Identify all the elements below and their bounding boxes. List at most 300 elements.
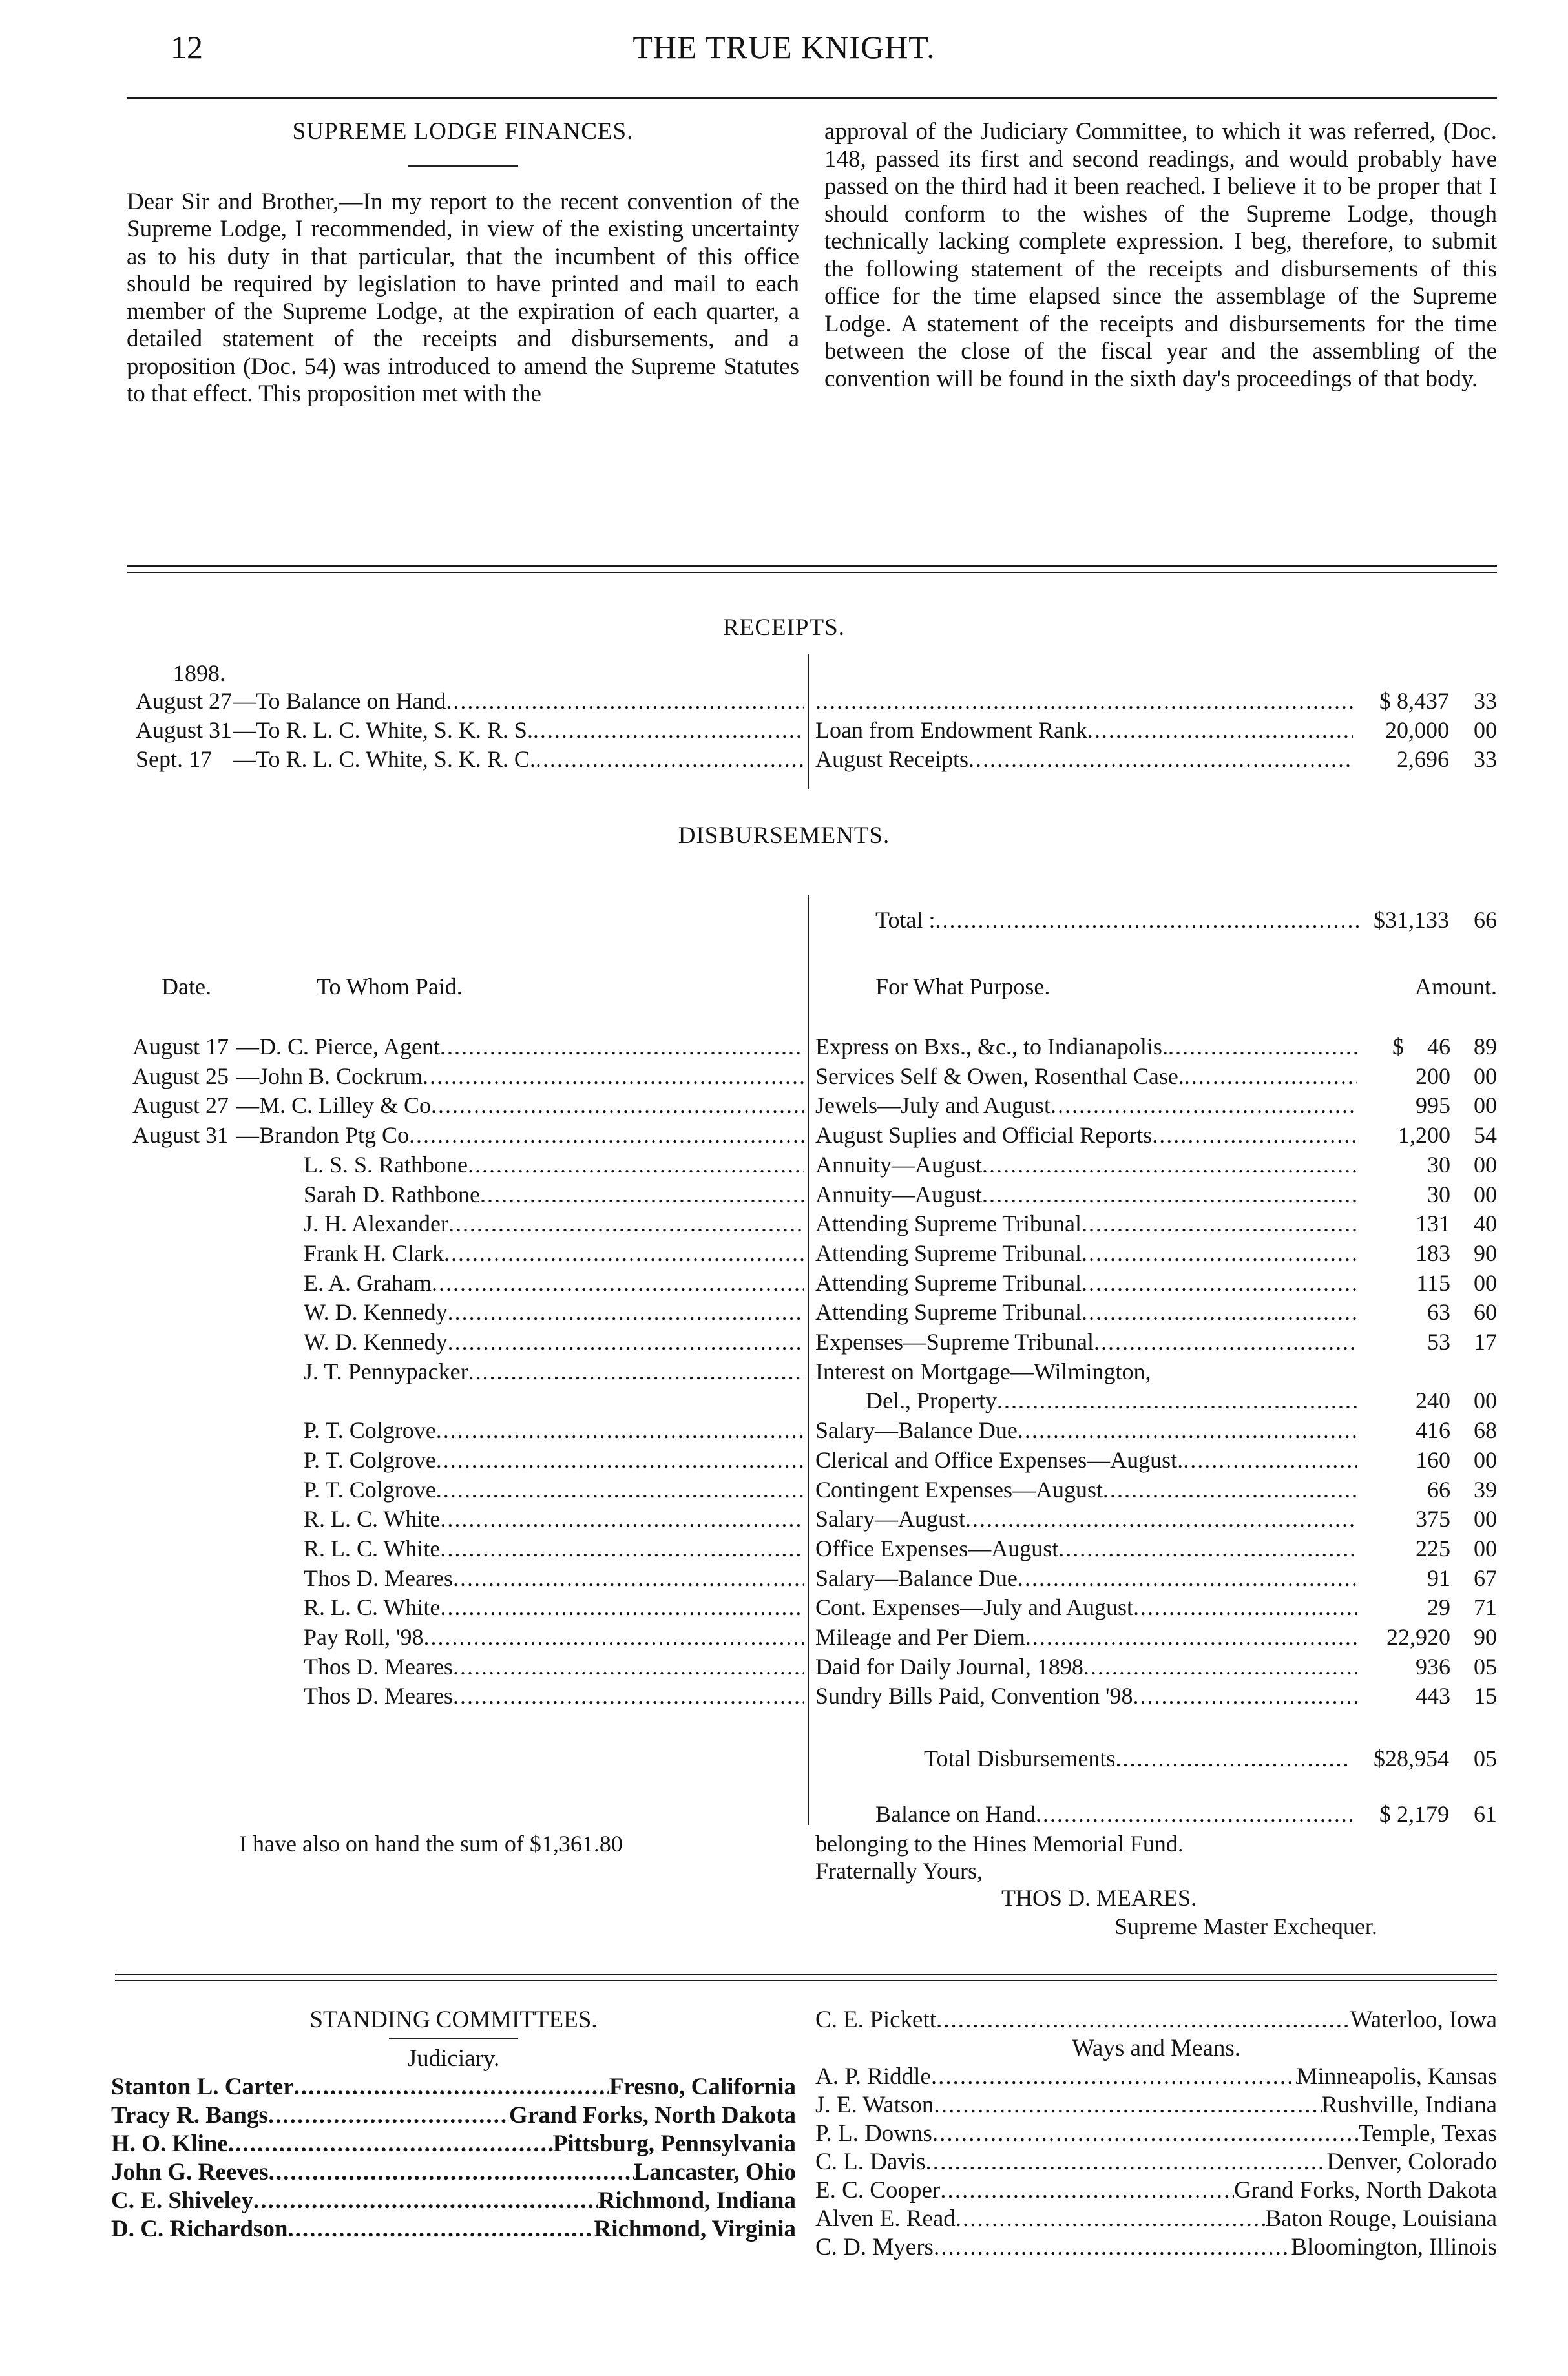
disbursement-payee-cell (304, 1328, 804, 1357)
receipt-source-cell (815, 687, 1353, 716)
ways-heading: Ways and Means. (1071, 2035, 1241, 2061)
disbursement-cents: 89 (1474, 1034, 1497, 1059)
disbursement-cents: 90 (1474, 1240, 1497, 1266)
leader-dots (965, 1505, 1357, 1534)
disbursement-cents: 00 (1474, 1092, 1497, 1119)
disbursement-row (0, 1269, 1568, 1298)
disbursement-purpose-cell (815, 1505, 1357, 1534)
disbursement-payee: W. D. Kennedy (304, 1299, 448, 1326)
receipt-row (0, 687, 1568, 716)
leader-dots (424, 1623, 804, 1652)
member-name: Stanton L. Carter (111, 2074, 294, 2100)
disbursement-payee: J. H. Alexander (304, 1211, 448, 1237)
signer-name: THOS D. MEARES. (1001, 1885, 1197, 1911)
disbursement-purpose-cell (815, 1475, 1357, 1505)
receipts-year: 1898. (173, 660, 225, 686)
member-name: P. L. Downs (815, 2120, 932, 2147)
disbursement-payee-cell (304, 1682, 804, 1711)
balance-label: Balance on Hand (875, 1801, 1036, 1827)
disbursement-purpose-cell (815, 1416, 1357, 1445)
disbursement-date: August 27 (132, 1092, 229, 1119)
disbursement-purpose: Office Expenses—August (815, 1535, 1059, 1561)
member-place: Rushville, Indiana (1321, 2092, 1497, 2118)
disbursement-dollars: 53 (1427, 1329, 1450, 1355)
disbursement-purpose: Clerical and Office Expenses—August. (815, 1446, 1184, 1473)
disbursement-cents: 00 (1474, 1506, 1497, 1532)
disbursement-payee: Pay Roll, '98 (304, 1624, 424, 1650)
leader-dots (268, 2101, 509, 2130)
disbursement-dollars: 29 (1427, 1594, 1450, 1621)
leader-dots (432, 1269, 804, 1298)
disbursement-payee: —M. C. Lilley & Co (236, 1092, 432, 1119)
disbursement-payee-cell (236, 1062, 804, 1091)
leader-dots (982, 1151, 1357, 1180)
member-name: H. O. Kline (111, 2131, 228, 2157)
total-disbursements-row (924, 1744, 1497, 1773)
disbursement-cents: 00 (1474, 1181, 1497, 1207)
disbursement-purpose-cell (815, 1593, 1357, 1622)
leader-dots (815, 687, 1353, 716)
disbursements-title: DISBURSEMENTS. (678, 822, 890, 849)
receipt-to: —To Balance on Hand (233, 688, 446, 714)
committee-member (815, 2120, 1497, 2148)
header-rule (127, 97, 1497, 99)
receipt-cents: 33 (1474, 688, 1497, 714)
leader-dots (934, 2233, 1291, 2262)
leader-dots (936, 2006, 1350, 2034)
receipt-source-cell (815, 716, 1353, 745)
member-place: Pittsburg, Pennsylvania (552, 2131, 796, 2157)
disbursement-row (0, 1151, 1568, 1180)
disbursement-payee-cell (304, 1446, 804, 1475)
receipt-dollars: $ 8,437 (1379, 688, 1449, 714)
disbursement-date: August 31 (132, 1122, 229, 1149)
disbursement-row (0, 1328, 1568, 1357)
receipt-to-cell (233, 687, 804, 716)
leader-dots (935, 906, 1360, 935)
disbursement-row (0, 1032, 1568, 1061)
disbursement-cents: 60 (1474, 1299, 1497, 1326)
disbursement-purpose: Services Self & Owen, Rosenthal Case. (815, 1063, 1184, 1089)
grand-total-row (875, 906, 1497, 935)
member-place: Fresno, California (609, 2074, 796, 2100)
committee-rule-bottom (115, 1980, 1497, 1981)
member-place: Temple, Texas (1358, 2120, 1497, 2147)
ways-list (815, 2063, 1497, 2262)
disbursement-purpose-cell (815, 1209, 1357, 1238)
disbursement-payee: W. D. Kennedy (304, 1329, 448, 1355)
disbursement-row (0, 1652, 1568, 1682)
member-name: D. C. Richardson (111, 2216, 288, 2242)
disbursement-purpose-cell (815, 1180, 1357, 1209)
disbursement-payee: Sarah D. Rathbone (304, 1181, 480, 1207)
disbursement-dollars: 66 (1427, 1476, 1450, 1503)
disbursement-payee-cell (304, 1593, 804, 1622)
disbursement-payee: Thos D. Meares (304, 1653, 453, 1680)
leader-dots (294, 2073, 609, 2101)
disbursement-row (0, 1386, 1568, 1415)
committee-member (111, 2215, 796, 2244)
leader-dots (480, 1180, 804, 1209)
disbursement-payee: Thos D. Meares (304, 1683, 453, 1709)
disbursement-payee: P. T. Colgrove (304, 1446, 436, 1473)
disbursement-row (0, 1091, 1568, 1120)
disbursement-purpose: Attending Supreme Tribunal (815, 1240, 1082, 1266)
member-place: Grand Forks, North Dakota (1234, 2177, 1497, 2204)
leader-dots (440, 1534, 804, 1563)
member-name: E. C. Cooper (815, 2177, 941, 2204)
leader-dots (436, 1446, 804, 1475)
disbursement-payee-cell (304, 1475, 804, 1505)
leader-dots (440, 1032, 804, 1061)
disbursement-payee-cell (304, 1209, 804, 1238)
committee-member (815, 2176, 1497, 2205)
leader-dots (1058, 1534, 1357, 1563)
disbursement-row (0, 1682, 1568, 1711)
receipt-dollars: 20,000 (1385, 717, 1449, 743)
leader-dots (1103, 1475, 1357, 1505)
leader-dots (1082, 1239, 1357, 1268)
committee-rule-top (115, 1974, 1497, 1975)
leader-dots (931, 2063, 1297, 2091)
disbursement-purpose: Daid for Daily Journal, 1898 (815, 1653, 1083, 1680)
disbursement-purpose-cell (815, 1151, 1357, 1180)
disbursement-payee-cell (304, 1652, 804, 1682)
member-place: Denver, Colorado (1326, 2149, 1497, 2175)
member-name: C. D. Myers (815, 2234, 934, 2260)
disbursement-purpose: Cont. Expenses—July and August (815, 1594, 1133, 1621)
leader-dots (1018, 1416, 1357, 1445)
disbursement-cents: 39 (1474, 1476, 1497, 1503)
grand-total-label: Total : (875, 907, 936, 933)
disbursement-dollars: $ 46 (1392, 1034, 1450, 1059)
disbursement-cents: 90 (1474, 1624, 1497, 1650)
disbursement-row (0, 1239, 1568, 1268)
leader-dots (440, 1505, 804, 1534)
disbursement-payee: —D. C. Pierce, Agent (236, 1034, 440, 1059)
committee-member (815, 2091, 1497, 2120)
disbursement-row (0, 1357, 1568, 1386)
signer-title: Supreme Master Exchequer. (1114, 1913, 1377, 1939)
leader-dots (436, 1475, 804, 1505)
leader-dots (1036, 1800, 1352, 1829)
section-rule-top (127, 565, 1497, 567)
member-name: Tracy R. Bangs (111, 2102, 268, 2129)
leader-dots (448, 1328, 804, 1357)
leader-dots (1083, 1652, 1357, 1682)
member-name: C. E. Pickett (815, 2006, 937, 2033)
receipt-dollars: 2,696 (1397, 746, 1449, 772)
disbursement-cents: 67 (1474, 1565, 1497, 1591)
disbursement-payee-cell (304, 1623, 804, 1652)
total-disbursements-dollars: $28,954 (1374, 1746, 1449, 1771)
disbursement-dollars: 22,920 (1386, 1624, 1450, 1650)
disbursement-payee: L. S. S. Rathbone (304, 1151, 468, 1178)
disbursement-payee: —John B. Cockrum (236, 1063, 423, 1089)
memorial-fund-note: I have also on hand the sum of $1,361.80 (239, 1831, 623, 1857)
committees-right (815, 2006, 1497, 2262)
disbursement-purpose: Salary—August (815, 1506, 965, 1532)
member-place: Baton Rouge, Louisiana (1265, 2205, 1497, 2232)
leader-dots (228, 2130, 553, 2158)
disbursement-payee: R. L. C. White (304, 1535, 441, 1561)
disbursement-payee-cell (236, 1032, 804, 1061)
receipt-row (0, 716, 1568, 745)
section-heading: SUPREME LODGE FINANCES. (292, 118, 634, 145)
committee-member (111, 2101, 796, 2130)
leader-dots (453, 1564, 804, 1593)
disbursement-cents: 00 (1474, 1388, 1497, 1414)
disbursement-purpose-cell (815, 1564, 1357, 1593)
member-name: C. L. Davis (815, 2149, 926, 2175)
leader-dots (533, 716, 804, 745)
leader-dots (446, 687, 804, 716)
disbursement-purpose: Jewels—July and August (815, 1092, 1051, 1119)
disbursement-purpose-cell (815, 1623, 1357, 1652)
leader-dots (440, 1593, 804, 1622)
article-body-left: Dear Sir and Brother,—In my report to the recent convention of the Supreme Lodge, I recommended, in view of the existing uncertainty as to his duty in that particular, that the incumbent of this office should be required by legislation to have printed and mail to each member of the Supreme Lodge, at the expiration of each quarter, a detailed statement of the receipts and disbursements, and a proposition (Doc. 54) was introduced to amend the Supreme Statutes to that effect. This proposition met with the (127, 188, 799, 407)
disbursement-payee: J. T. Pennypacker (304, 1358, 468, 1384)
disbursement-purpose: Annuity—August (815, 1181, 983, 1207)
grand-total-dollars: $31,133 (1374, 907, 1449, 933)
disbursement-row (0, 1416, 1568, 1445)
disbursement-purpose-cell (815, 1298, 1357, 1327)
leader-dots (1051, 1091, 1357, 1120)
disbursement-purpose: Attending Supreme Tribunal (815, 1211, 1082, 1237)
disbursement-row (0, 1062, 1568, 1091)
disbursement-purpose-cell (815, 1239, 1357, 1268)
leader-dots (932, 2120, 1359, 2148)
disbursement-dollars: 30 (1427, 1151, 1450, 1178)
leader-dots (431, 1091, 804, 1120)
col-header-purpose: For What Purpose. (875, 974, 1051, 999)
disbursement-payee-cell (304, 1269, 804, 1298)
committee-member (111, 2130, 796, 2158)
leader-dots (1133, 1593, 1357, 1622)
disbursement-row (0, 1534, 1568, 1563)
committee-member (111, 2158, 796, 2187)
disbursement-cents: 17 (1474, 1329, 1497, 1355)
receipt-date: August 27 (136, 688, 233, 714)
leader-dots (1133, 1682, 1357, 1711)
disbursement-dollars: 936 (1416, 1653, 1450, 1680)
disbursement-payee: E. A. Graham (304, 1269, 432, 1296)
member-place: Richmond, Virginia (594, 2216, 796, 2242)
disbursement-purpose-cell (815, 1446, 1357, 1475)
leader-dots (1082, 1269, 1357, 1298)
disbursement-dollars: 995 (1416, 1092, 1450, 1119)
receipt-date: August 31 (136, 717, 233, 743)
member-place: Lancaster, Ohio (633, 2159, 796, 2185)
disbursement-dollars: 443 (1416, 1683, 1450, 1709)
disbursement-dollars: 115 (1416, 1269, 1450, 1296)
balance-cents: 61 (1474, 1801, 1497, 1827)
disbursement-purpose-cell (815, 1121, 1357, 1150)
member-place: Bloomington, Illinois (1291, 2234, 1497, 2260)
receipt-source-cell (815, 745, 1353, 774)
disbursement-cents: 05 (1474, 1653, 1497, 1680)
member-name: J. E. Watson (815, 2092, 934, 2118)
leader-dots (448, 1209, 804, 1238)
leader-dots (934, 2091, 1321, 2120)
judiciary-heading: Judiciary. (407, 2045, 500, 2072)
leader-dots (940, 2176, 1234, 2205)
leader-dots (956, 2205, 1266, 2233)
leader-dots (1183, 1446, 1357, 1475)
leader-dots (409, 1121, 804, 1150)
disbursement-cents: 15 (1474, 1683, 1497, 1709)
member-place: Grand Forks, North Dakota (508, 2102, 796, 2129)
disbursement-purpose-cell (815, 1534, 1357, 1563)
disbursement-payee: P. T. Colgrove (304, 1417, 436, 1444)
article-left-column (127, 118, 799, 408)
disbursement-purpose-cell (815, 1269, 1357, 1298)
disbursement-purpose: Attending Supreme Tribunal (815, 1299, 1082, 1326)
committee-member (815, 2006, 1497, 2034)
leader-dots (1087, 716, 1353, 745)
leader-dots (444, 1239, 804, 1268)
receipts-title: RECEIPTS. (723, 614, 845, 641)
disbursement-dollars: 30 (1427, 1181, 1450, 1207)
disbursement-payee: —Brandon Ptg Co (236, 1122, 410, 1149)
receipt-row (0, 745, 1568, 774)
committee-member (111, 2187, 796, 2215)
disbursement-row (0, 1623, 1568, 1652)
disbursement-purpose: Sundry Bills Paid, Convention '98 (815, 1683, 1133, 1709)
disbursement-purpose: Attending Supreme Tribunal (815, 1269, 1082, 1296)
col-header-amount: Amount. (1414, 974, 1497, 999)
leader-dots (1094, 1328, 1357, 1357)
leader-dots (982, 1180, 1357, 1209)
disbursement-cents: 68 (1474, 1417, 1497, 1444)
committee-member (111, 2073, 796, 2101)
leader-dots (253, 2187, 598, 2215)
committee-member (815, 2233, 1497, 2262)
receipt-cents: 00 (1474, 717, 1497, 743)
disbursement-dollars: 240 (1416, 1388, 1450, 1414)
leader-dots (926, 2148, 1327, 2176)
disbursement-payee: R. L. C. White (304, 1594, 441, 1621)
disbursement-purpose: Express on Bxs., &c., to Indianapolis. (815, 1034, 1168, 1059)
disbursement-dollars: 200 (1416, 1063, 1450, 1089)
leader-dots (453, 1682, 804, 1711)
disbursement-row (0, 1564, 1568, 1593)
article-body-right: approval of the Judiciary Committee, to which it was referred, (Doc. 148, passed its first and second readings, and would probably have passed on the third had it been reached. I believe it to be proper that I should conform to the wishes of the Supreme Lodge, though technically lacking complete expression. I beg, therefore, to submit the following statement of the receipts and disbursements of this office for the time elapsed since the assemblage of the Supreme Lodge. A statement of the receipts and disbursements for the time between the close of the fiscal year and the assembling of the convention will be found in the sixth day's proceedings of that body. (824, 118, 1497, 392)
disbursement-payee-cell (304, 1416, 804, 1445)
grand-total-cents: 66 (1474, 907, 1497, 933)
leader-dots (423, 1062, 804, 1091)
disbursement-payee-cell (304, 1505, 804, 1534)
leader-dots (1115, 1744, 1350, 1773)
disbursement-cents: 00 (1474, 1063, 1497, 1089)
closing: Fraternally Yours, (815, 1858, 983, 1884)
disbursement-row (0, 1209, 1568, 1238)
leader-dots (468, 1357, 804, 1386)
disbursement-payee-cell (304, 1239, 804, 1268)
disbursement-dollars: 416 (1416, 1417, 1450, 1444)
disbursement-cents: 00 (1474, 1535, 1497, 1561)
disbursement-payee: Thos D. Meares (304, 1565, 453, 1591)
memorial-fund-cont: belonging to the Hines Memorial Fund. (815, 1831, 1184, 1857)
receipt-to-cell (233, 745, 804, 774)
disbursement-payee-cell (304, 1298, 804, 1327)
receipt-source: Loan from Endowment Rank (815, 717, 1087, 743)
member-name: A. P. Riddle (815, 2063, 931, 2090)
page-number: 12 (171, 29, 203, 65)
receipt-date: Sept. 17 (136, 746, 213, 772)
disbursement-purpose: Contingent Expenses—August (815, 1476, 1103, 1503)
leader-dots (1168, 1032, 1357, 1061)
disbursement-cents: 54 (1474, 1122, 1497, 1149)
disbursement-dollars: 131 (1416, 1211, 1450, 1237)
leader-dots (536, 745, 804, 774)
member-name: John G. Reeves (111, 2159, 269, 2185)
disbursement-row (0, 1298, 1568, 1327)
disbursement-dollars: 225 (1416, 1535, 1450, 1561)
leader-dots (997, 1386, 1357, 1415)
disbursement-payee-cell (304, 1357, 804, 1386)
col-header-paid: To Whom Paid. (317, 974, 463, 999)
disbursement-payee-cell (304, 1564, 804, 1593)
member-name: C. E. Shiveley (111, 2187, 253, 2214)
receipt-to: —To R. L. C. White, S. K. R. S. (233, 717, 533, 743)
heading-rule (408, 165, 518, 167)
disbursement-payee-cell (236, 1091, 804, 1120)
disbursement-cents: 00 (1474, 1269, 1497, 1296)
disbursement-payee: R. L. C. White (304, 1506, 441, 1532)
disbursement-date: August 17 (132, 1034, 229, 1059)
disbursement-purpose-cell (815, 1032, 1357, 1061)
running-title: THE TRUE KNIGHT. (632, 29, 936, 65)
disbursement-dollars: 63 (1427, 1299, 1450, 1326)
disbursement-payee-cell (304, 1534, 804, 1563)
disbursement-purpose: Del., Property (866, 1388, 997, 1414)
disbursement-dollars: 160 (1416, 1446, 1450, 1473)
committees-heading: STANDING COMMITTEES. (309, 2006, 598, 2033)
member-place: Richmond, Indiana (598, 2187, 796, 2214)
committee-member (815, 2063, 1497, 2091)
disbursement-purpose: Mileage and Per Diem (815, 1624, 1025, 1650)
disbursement-purpose: Salary—Balance Due (815, 1565, 1018, 1591)
column-headers (0, 972, 1568, 1001)
disbursement-dollars: 1,200 (1398, 1122, 1450, 1149)
disbursement-row (0, 1475, 1568, 1505)
disbursement-purpose: Expenses—Supreme Tribunal (815, 1329, 1094, 1355)
disbursement-row (0, 1593, 1568, 1622)
leader-dots (1152, 1121, 1357, 1150)
disbursement-row (0, 1180, 1568, 1209)
disbursement-purpose-cell (866, 1386, 1357, 1415)
leader-dots (1025, 1623, 1357, 1652)
disbursement-purpose-cell (815, 1682, 1357, 1711)
committee-member (815, 2148, 1497, 2176)
disbursement-payee: P. T. Colgrove (304, 1476, 436, 1503)
disbursement-dollars: 183 (1416, 1240, 1450, 1266)
member-place: Minneapolis, Kansas (1296, 2063, 1497, 2090)
committees-left (111, 2006, 796, 2244)
disbursement-cents: 00 (1474, 1446, 1497, 1473)
disbursement-purpose-cell (815, 1091, 1357, 1120)
balance-row (875, 1800, 1497, 1829)
leader-dots (468, 1151, 804, 1180)
disbursement-purpose-cell (815, 1062, 1357, 1091)
section-rule-bottom (127, 572, 1497, 573)
disbursement-purpose-cell (815, 1328, 1357, 1357)
receipt-source: August Receipts (815, 746, 968, 772)
disbursement-purpose: August Suplies and Official Reports (815, 1122, 1153, 1149)
leader-dots (1018, 1564, 1357, 1593)
judiciary-list (111, 2073, 796, 2244)
